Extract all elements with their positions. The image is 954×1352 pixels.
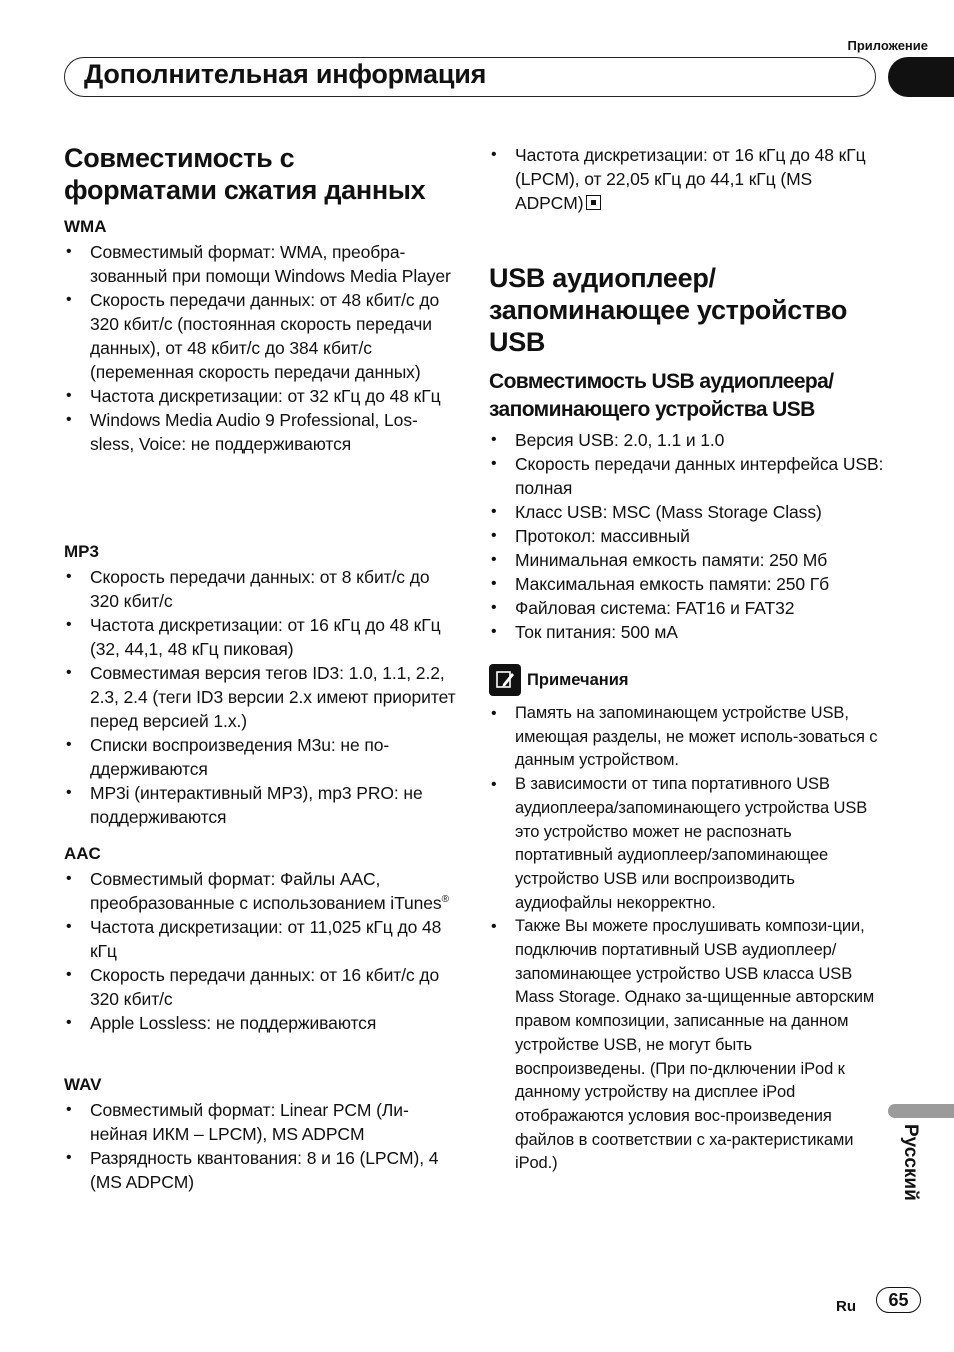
- list-item: • Совместимый формат: Linear PCM (Ли-нейная ИКМ – LPCM), MS ADPCM: [64, 1098, 459, 1146]
- page-title: Дополнительная информация: [84, 59, 487, 89]
- list-item: • Файловая система: FAT16 и FAT32: [489, 596, 884, 620]
- usb-subheading: [489, 368, 909, 424]
- list-item: • Частота дискретизации: от 11,025 кГц до 48 кГц: [64, 915, 459, 963]
- list-item: • Списки воспроизведения M3u: не по-ддерживаются: [64, 733, 459, 781]
- end-of-section-icon: [586, 195, 601, 210]
- registered-mark: ®: [441, 894, 449, 906]
- wav-title: WAV: [64, 1075, 102, 1094]
- notes-title: Примечания: [527, 670, 629, 689]
- list-item: • Совместимая версия тегов ID3: 1.0, 1.1, 2.2, 2.3, 2.4 (теги ID3 версии 2.x имеют приоритет перед версией 1.x.): [64, 661, 459, 733]
- aac-title: AAC: [64, 844, 101, 863]
- page-number: 65: [876, 1287, 921, 1313]
- aac-list: [64, 867, 459, 1035]
- list-item: • Частота дискретизации: от 32 кГц до 48 кГц: [64, 384, 459, 408]
- side-tab: [888, 1104, 954, 1118]
- heading-line: USB аудиоплеер/: [489, 263, 716, 293]
- mp3-list: [64, 565, 459, 829]
- compression-heading: [64, 142, 484, 206]
- list-item: • Ток питания: 500 мА: [489, 620, 884, 644]
- list-item: • Apple Lossless: не поддерживаются: [64, 1011, 459, 1035]
- list-item: [64, 867, 459, 915]
- list-item: • Протокол: массивный: [489, 524, 884, 548]
- list-item: • Версия USB: 2.0, 1.1 и 1.0: [489, 428, 884, 452]
- list-item: • Скорость передачи данных: от 16 кбит/с до 320 кбит/с: [64, 963, 459, 1011]
- wma-title: WMA: [64, 217, 107, 236]
- heading-line: форматами сжатия данных: [64, 175, 426, 205]
- list-item: • Память на запоминающем устройстве USB, имеющая разделы, не может исполь-зоваться с данным устройством.: [489, 702, 884, 773]
- list-item: • Также Вы можете прослушивать компози-ции, подключив портативный USB аудиоплеер/запоминающее устройство USB класса USB Mass Storage. Однако за-щищенные авторским правом композиции, записанные на данном устройстве USB, не могут быть воспроизведены. (При по-дключении iPod к данному устройству на дисплее iPod отображаются условия вос-произведения файлов в соответствии с ха-рактеристиками iPod.): [489, 915, 884, 1176]
- usb-heading: [489, 262, 909, 358]
- usb-spec-list: [489, 428, 884, 644]
- item-text: Совместимый формат: Файлы AAC, преобразованные с использованием iTunes: [90, 869, 442, 913]
- list-item: • Разрядность квантования: 8 и 16 (LPCM), 4 (MS ADPCM): [64, 1146, 459, 1194]
- heading-line: Совместимость с: [64, 143, 295, 173]
- list-item: • В зависимости от типа портативного USB аудиоплеера/запоминающего устройства USB это устройство может не распознать портативный аудиоплеер/запоминающее устройство USB или воспроизводить аудиофайлы некорректно.: [489, 773, 884, 915]
- language-code: Ru: [836, 1298, 856, 1315]
- section-label: Приложение: [847, 38, 928, 53]
- list-item: [489, 143, 884, 215]
- side-language-label: Русский: [900, 1124, 921, 1201]
- subheading-line: Совместимость USB аудиоплеера/: [489, 370, 834, 393]
- list-item: • Скорость передачи данных: от 8 кбит/с до 320 кбит/с: [64, 565, 459, 613]
- heading-line: USB: [489, 327, 546, 357]
- wav-list: [64, 1098, 459, 1194]
- list-item: • Максимальная емкость памяти: 250 Гб: [489, 572, 884, 596]
- notes-header: [489, 663, 629, 697]
- heading-line: запоминающее устройство: [489, 295, 848, 325]
- list-item: • Класс USB: MSC (Mass Storage Class): [489, 500, 884, 524]
- item-text: Частота дискретизации: от 16 кГц до 48 кГц (LPCM), от 22,05 кГц до 44,1 кГц (MS ADPCM): [515, 145, 866, 213]
- mp3-title: MP3: [64, 542, 99, 561]
- list-item: • Скорость передачи данных интерфейса USB: полная: [489, 452, 884, 500]
- wma-list: [64, 240, 459, 456]
- list-item: • Windows Media Audio 9 Professional, Los-sless, Voice: не поддерживаются: [64, 408, 459, 456]
- header-tab: [888, 57, 954, 97]
- list-item: • Скорость передачи данных: от 48 кбит/с до 320 кбит/с (постоянная скорость передачи данных), от 48 кбит/с до 384 кбит/с (переменная скорость передачи данных): [64, 288, 459, 384]
- list-item: • MP3i (интерактивный MP3), mp3 PRO: не поддерживаются: [64, 781, 459, 829]
- notes-list: [489, 702, 884, 1176]
- wav-continued-list: [489, 143, 884, 215]
- subheading-line: запоминающего устройства USB: [489, 398, 815, 421]
- list-item: • Совместимый формат: WMA, преобра-зованный при помощи Windows Media Player: [64, 240, 459, 288]
- list-item: • Частота дискретизации: от 16 кГц до 48 кГц (32, 44,1, 48 кГц пиковая): [64, 613, 459, 661]
- list-item: • Минимальная емкость памяти: 250 Мб: [489, 548, 884, 572]
- note-pencil-icon: [489, 664, 521, 696]
